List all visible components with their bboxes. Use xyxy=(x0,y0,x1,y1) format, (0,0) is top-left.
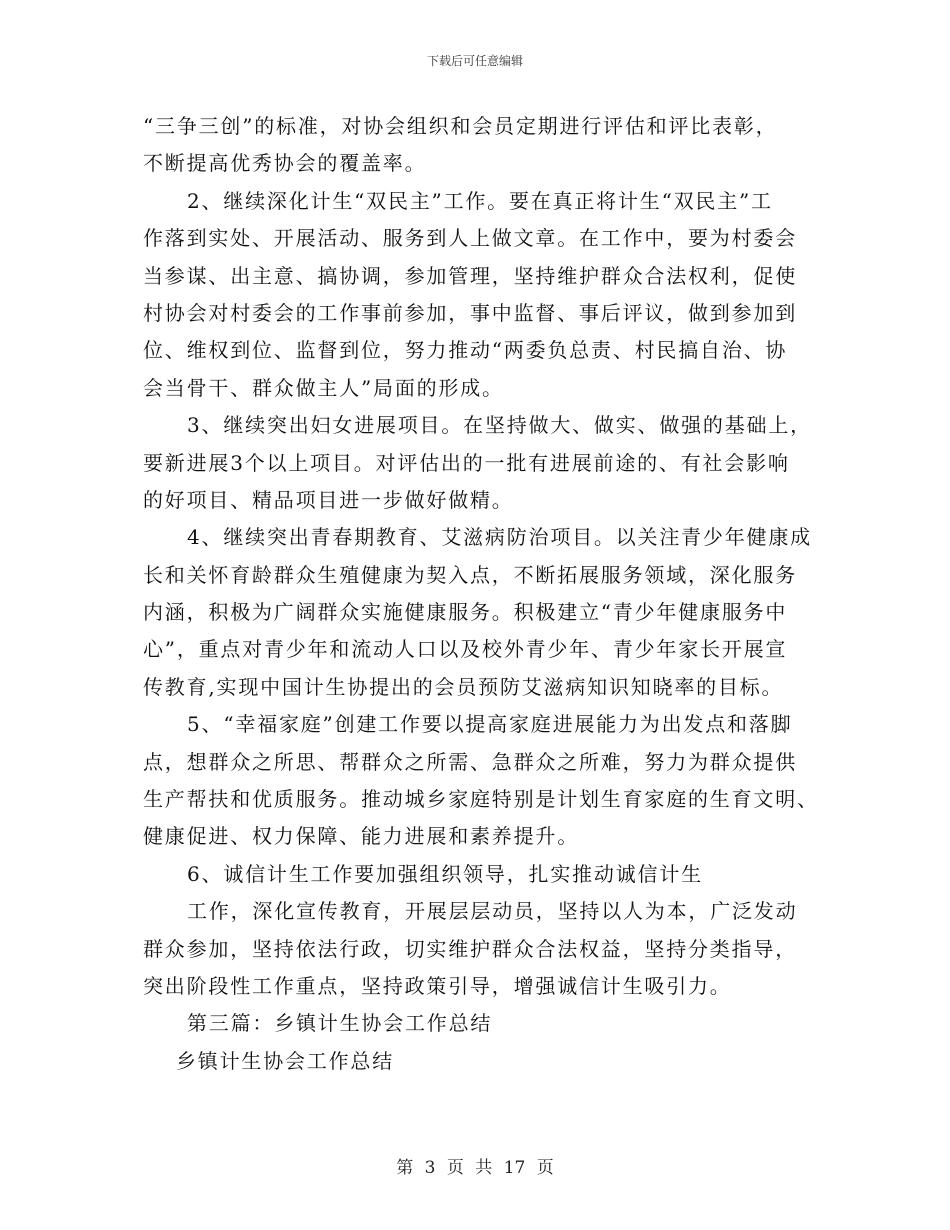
text-line: 村协会对村委会的工作事前参加，事中监督、事后评议，做到参加到 xyxy=(143,300,797,325)
text-line: 不断提高优秀协会的覆盖率。 xyxy=(143,151,427,176)
page-header: 下载后可任意编辑 xyxy=(426,54,523,68)
text-line: 当参谋、出主意、搞协调，参加管理，坚持维护群众合法权利，促使 xyxy=(143,263,797,288)
paragraph-start-line: 6、诚信计生工作要加强组织领导，扎实推动诚信计生 xyxy=(187,861,703,886)
text-line: 传教育,实现中国计生协提出的会员预防艾滋病知识知晓率的目标。 xyxy=(143,674,784,699)
text-line: 长和关怀育龄群众生殖健康为契入点，不断拓展服务领域，深化服务 xyxy=(143,562,797,587)
paragraph-start-line: 工作，深化宣传教育，开展层层动员，坚持以人为本，广泛发动 xyxy=(187,899,798,924)
text-line: 作落到实处、开展活动、服务到人上做文章。在工作中，要为村委会 xyxy=(143,226,797,251)
document-body xyxy=(143,108,819,1080)
text-line: 点，想群众之所思、帮群众之所需、急群众之所难，努力为群众提供 xyxy=(143,749,797,774)
paragraph-start-line: 4、继续突出青春期教育、艾滋病防治项目。以关注青少年健康成 xyxy=(187,525,812,550)
paragraph-start-line: 2、继续深化计生“双民主”工作。要在真正将计生“双民主”工 xyxy=(187,188,773,213)
section-subheading: 乡镇计生协会工作总结 xyxy=(176,1048,394,1073)
paragraph-start-line: 3、继续突出妇女进展项目。在坚持做大、做实、做强的基础上， xyxy=(187,413,812,438)
text-line: 要新进展3个以上项目。对评估出的一批有进展前途的、有社会影响 xyxy=(143,450,790,475)
section-heading: 第三篇：乡镇计生协会工作总结 xyxy=(187,1011,493,1036)
page-number: 第 3 页 共 17 页 xyxy=(396,1158,554,1178)
text-line: 突出阶段性工作重点，坚持政策引导，增强诚信计生吸引力。 xyxy=(143,973,732,998)
text-line: “三争三创”的标准，对协会组织和会员定期进行评估和评比表彰， xyxy=(143,114,778,138)
text-line: 位、维权到位、监督到位，努力推动“两委负总责、村民搞自治、协 xyxy=(143,338,788,363)
text-line: 心”，重点对青少年和流动人口以及校外青少年、青少年家长开展宣 xyxy=(143,637,788,662)
paragraph-start-line: 5、“幸福家庭”创建工作要以提高家庭进展能力为出发点和落脚 xyxy=(187,712,793,737)
text-line: 群众参加，坚持依法行政，切实维护群众合法权益，坚持分类指导， xyxy=(143,936,797,961)
text-line: 健康促进、权力保障、能力进展和素养提升。 xyxy=(143,824,579,849)
text-line: 内涵，积极为广阔群众实施健康服务。积极建立“青少年健康服务中 xyxy=(143,600,788,625)
text-line: 会当骨干、群众做主人”局面的形成。 xyxy=(143,375,504,400)
text-line: 的好项目、精品项目进一步做好做精。 xyxy=(143,487,514,512)
text-line: 生产帮扶和优质服务。推动城乡家庭特别是计划生育家庭的生育文明、 xyxy=(143,787,819,812)
